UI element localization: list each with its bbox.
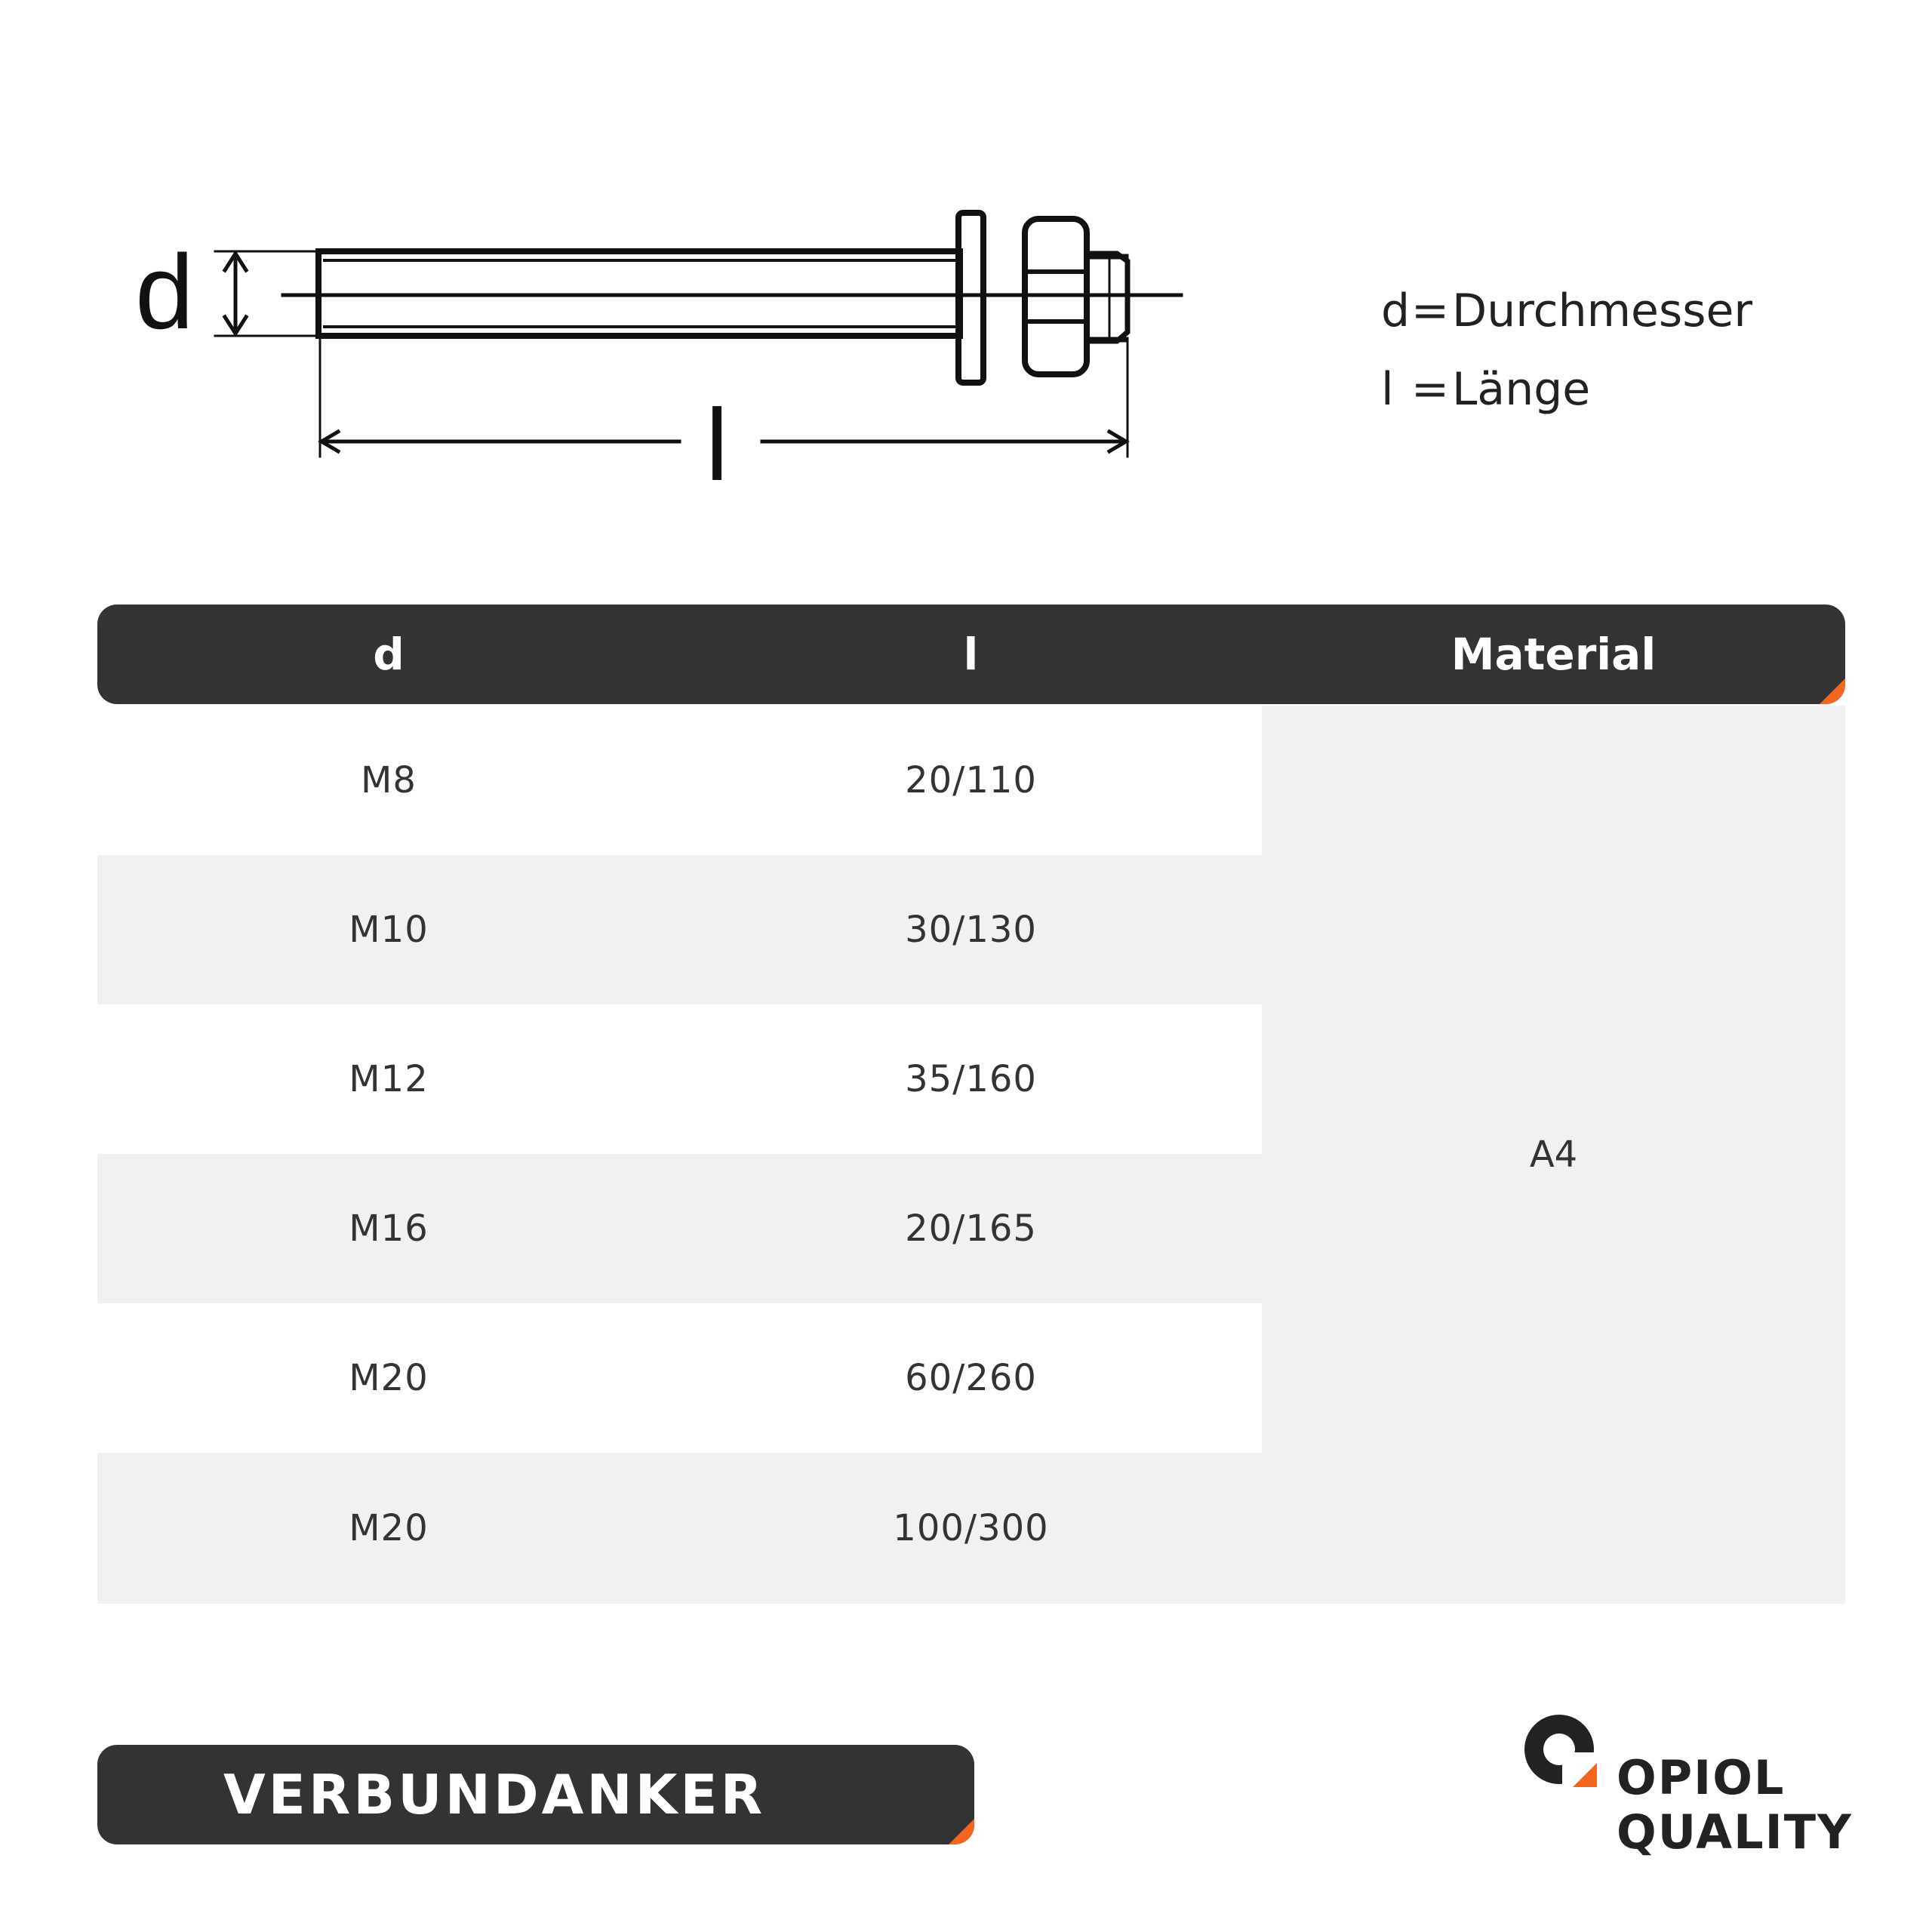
- cell-l: 30/130: [905, 909, 1037, 951]
- legend-meaning: Durchmesser: [1452, 285, 1753, 337]
- cell-d: M8: [361, 759, 417, 801]
- cell-d: M20: [349, 1357, 429, 1399]
- legend-equals: =: [1411, 363, 1450, 416]
- accent-corner: [949, 1819, 974, 1844]
- legend-symbol: d: [1381, 285, 1411, 337]
- header-d: d: [373, 629, 405, 680]
- anchor-rod-drawing: [0, 0, 1932, 528]
- table-header: [97, 605, 1845, 704]
- header-material: Material: [1451, 629, 1657, 680]
- table-row: [97, 1004, 1262, 1154]
- legend-row-diameter: [1381, 272, 1752, 350]
- l-symbol: l: [706, 388, 728, 502]
- cell-material: A4: [1262, 706, 1845, 1604]
- logo-text: [1617, 1751, 1853, 1860]
- cell-d: M12: [349, 1058, 429, 1100]
- table-row: [97, 706, 1262, 855]
- opiol-quality-logo: [1524, 1715, 1857, 1866]
- header-l: l: [963, 629, 979, 680]
- legend-symbol: l: [1381, 363, 1394, 416]
- logo-line-1: OPIOL: [1617, 1750, 1786, 1805]
- cell-l: 100/300: [893, 1507, 1049, 1549]
- cell-l: 35/160: [905, 1058, 1037, 1100]
- legend: [1381, 272, 1752, 429]
- logo-line-2: QUALITY: [1617, 1804, 1853, 1860]
- cell-d: M10: [349, 909, 429, 951]
- cell-l: 20/165: [905, 1208, 1037, 1250]
- legend-row-length: [1381, 350, 1752, 429]
- legend-meaning: Länge: [1452, 363, 1591, 416]
- table-row: [97, 1303, 1262, 1453]
- logo-mark-icon: [1524, 1715, 1600, 1790]
- table-row: [97, 1453, 1262, 1604]
- cell-d: M16: [349, 1208, 429, 1250]
- cell-l: 20/110: [905, 759, 1037, 801]
- table-row: [97, 855, 1262, 1004]
- table-body: [97, 706, 1845, 1604]
- table-row: [97, 1154, 1262, 1303]
- d-symbol: d: [135, 232, 194, 351]
- product-name-badge: [97, 1745, 974, 1844]
- legend-equals: =: [1411, 285, 1450, 337]
- cell-d: M20: [349, 1507, 429, 1549]
- product-name: VERBUNDANKER: [223, 1763, 766, 1826]
- cell-l: 60/260: [905, 1357, 1037, 1399]
